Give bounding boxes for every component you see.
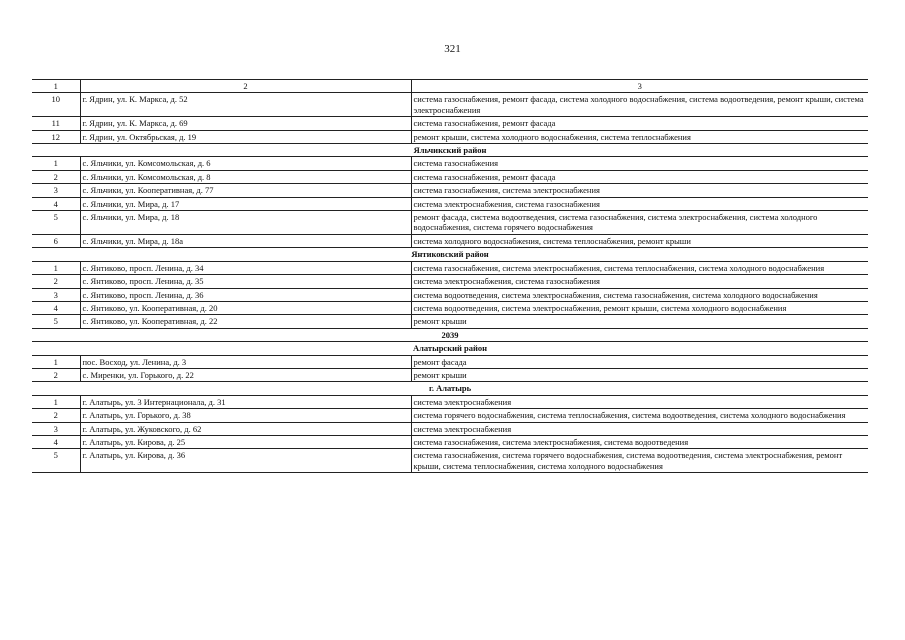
- table-row: [32, 197, 868, 210]
- table-row: [32, 117, 868, 130]
- address-cell: г. Ядрин, ул. Октябрьская, д. 19: [80, 130, 411, 143]
- address-cell: пос. Восход, ул. Ленина, д. 3: [80, 355, 411, 368]
- column-header-address: 2: [80, 80, 411, 93]
- works-cell: система газоснабжения, ремонт фасада, система холодного водоснабжения, система водоотведения, ремонт крыши, система электроснабжения: [411, 93, 868, 117]
- address-cell: с. Яльчики, ул. Мира, д. 18: [80, 211, 411, 235]
- address-cell: г. Алатырь, ул. 3 Интернационала, д. 31: [80, 395, 411, 408]
- row-number-cell: 1: [32, 157, 80, 170]
- section-title: г. Алатырь: [32, 382, 868, 395]
- address-cell: с. Яльчики, ул. Мира, д. 17: [80, 197, 411, 210]
- works-cell: ремонт крыши: [411, 315, 868, 328]
- works-cell: система газоснабжения, система электроснабжения: [411, 184, 868, 197]
- table-row: [32, 184, 868, 197]
- section-title: Алатырский район: [32, 342, 868, 355]
- row-number-cell: 5: [32, 211, 80, 235]
- works-cell: ремонт фасада, система водоотведения, система газоснабжения, система электроснабжения, система холодного водоснабжения, система горячего водоснабжения: [411, 211, 868, 235]
- section-heading-row: [32, 248, 868, 261]
- row-number-cell: 2: [32, 368, 80, 381]
- row-number-cell: 5: [32, 449, 80, 473]
- table-row: [32, 395, 868, 408]
- row-number-cell: 12: [32, 130, 80, 143]
- works-cell: система электроснабжения: [411, 422, 868, 435]
- table-row: [32, 301, 868, 314]
- row-number-cell: 5: [32, 315, 80, 328]
- row-number-cell: 2: [32, 170, 80, 183]
- works-cell: система газоснабжения, ремонт фасада: [411, 170, 868, 183]
- works-cell: ремонт крыши, система холодного водоснабжения, система теплоснабжения: [411, 130, 868, 143]
- row-number-cell: 2: [32, 409, 80, 422]
- section-heading-row: [32, 328, 868, 341]
- row-number-cell: 4: [32, 197, 80, 210]
- works-cell: система газоснабжения, система электроснабжения, система теплоснабжения, система холодного водоснабжения: [411, 261, 868, 274]
- row-number-cell: 1: [32, 355, 80, 368]
- row-number-cell: 11: [32, 117, 80, 130]
- table-row: [32, 130, 868, 143]
- table-row: [32, 435, 868, 448]
- address-cell: г. Алатырь, ул. Жуковского, д. 62: [80, 422, 411, 435]
- table-row: [32, 368, 868, 381]
- address-cell: с. Яльчики, ул. Комсомольская, д. 8: [80, 170, 411, 183]
- address-cell: с. Янтиково, просп. Ленина, д. 34: [80, 261, 411, 274]
- address-cell: с. Яльчики, ул. Мира, д. 18а: [80, 234, 411, 247]
- section-title: 2039: [32, 328, 868, 341]
- column-header-works: 3: [411, 80, 868, 93]
- address-cell: с. Миренки, ул. Горького, д. 22: [80, 368, 411, 381]
- address-cell: г. Алатырь, ул. Кирова, д. 25: [80, 435, 411, 448]
- address-cell: г. Ядрин, ул. К. Маркса, д. 69: [80, 117, 411, 130]
- section-heading-row: [32, 342, 868, 355]
- works-cell: ремонт фасада: [411, 355, 868, 368]
- address-cell: г. Алатырь, ул. Горького, д. 38: [80, 409, 411, 422]
- table-row: [32, 422, 868, 435]
- works-cell: система электроснабжения, система газоснабжения: [411, 275, 868, 288]
- table-row: [32, 288, 868, 301]
- row-number-cell: 4: [32, 301, 80, 314]
- address-cell: г. Ядрин, ул. К. Маркса, д. 52: [80, 93, 411, 117]
- table-row: [32, 449, 868, 473]
- repair-registry-table: [32, 79, 868, 473]
- table-row: [32, 315, 868, 328]
- works-cell: система водоотведения, система электроснабжения, система газоснабжения, система холодного водоснабжения: [411, 288, 868, 301]
- section-title: Янтиковский район: [32, 248, 868, 261]
- row-number-cell: 1: [32, 395, 80, 408]
- works-cell: система газоснабжения, система электроснабжения, система водоотведения: [411, 435, 868, 448]
- row-number-cell: 4: [32, 435, 80, 448]
- works-cell: система газоснабжения, ремонт фасада: [411, 117, 868, 130]
- row-number-cell: 3: [32, 184, 80, 197]
- row-number-cell: 3: [32, 422, 80, 435]
- table-row: [32, 93, 868, 117]
- row-number-cell: 3: [32, 288, 80, 301]
- works-cell: система электроснабжения, система газоснабжения: [411, 197, 868, 210]
- column-number-header-row: [32, 80, 868, 93]
- row-number-cell: 6: [32, 234, 80, 247]
- table-row: [32, 261, 868, 274]
- column-header-number: 1: [32, 80, 80, 93]
- table-row: [32, 211, 868, 235]
- table-row: [32, 275, 868, 288]
- row-number-cell: 2: [32, 275, 80, 288]
- table-row: [32, 234, 868, 247]
- table-row: [32, 355, 868, 368]
- works-cell: система газоснабжения: [411, 157, 868, 170]
- section-heading-row: [32, 382, 868, 395]
- works-cell: система холодного водоснабжения, система теплоснабжения, ремонт крыши: [411, 234, 868, 247]
- table-row: [32, 157, 868, 170]
- works-cell: система горячего водоснабжения, система теплоснабжения, система водоотведения, система холодного водоснабжения: [411, 409, 868, 422]
- section-heading-row: [32, 144, 868, 157]
- works-cell: система газоснабжения, система горячего водоснабжения, система водоотведения, система электроснабжения, ремонт крыши, система теплоснабжения, система холодного водоснабжения: [411, 449, 868, 473]
- page-number: 321: [444, 43, 461, 55]
- row-number-cell: 1: [32, 261, 80, 274]
- address-cell: с. Янтиково, просп. Ленина, д. 36: [80, 288, 411, 301]
- address-cell: с. Янтиково, ул. Кооперативная, д. 20: [80, 301, 411, 314]
- registry-body: [32, 80, 868, 473]
- address-cell: с. Янтиково, ул. Кооперативная, д. 22: [80, 315, 411, 328]
- address-cell: г. Алатырь, ул. Кирова, д. 36: [80, 449, 411, 473]
- address-cell: с. Яльчики, ул. Комсомольская, д. 6: [80, 157, 411, 170]
- table-row: [32, 409, 868, 422]
- address-cell: с. Яльчики, ул. Кооперативная, д. 77: [80, 184, 411, 197]
- table-row: [32, 170, 868, 183]
- works-cell: ремонт крыши: [411, 368, 868, 381]
- address-cell: с. Янтиково, просп. Ленина, д. 35: [80, 275, 411, 288]
- works-cell: система водоотведения, система электроснабжения, ремонт крыши, система холодного водоснабжения: [411, 301, 868, 314]
- works-cell: система электроснабжения: [411, 395, 868, 408]
- row-number-cell: 10: [32, 93, 80, 117]
- section-title: Яльчикский район: [32, 144, 868, 157]
